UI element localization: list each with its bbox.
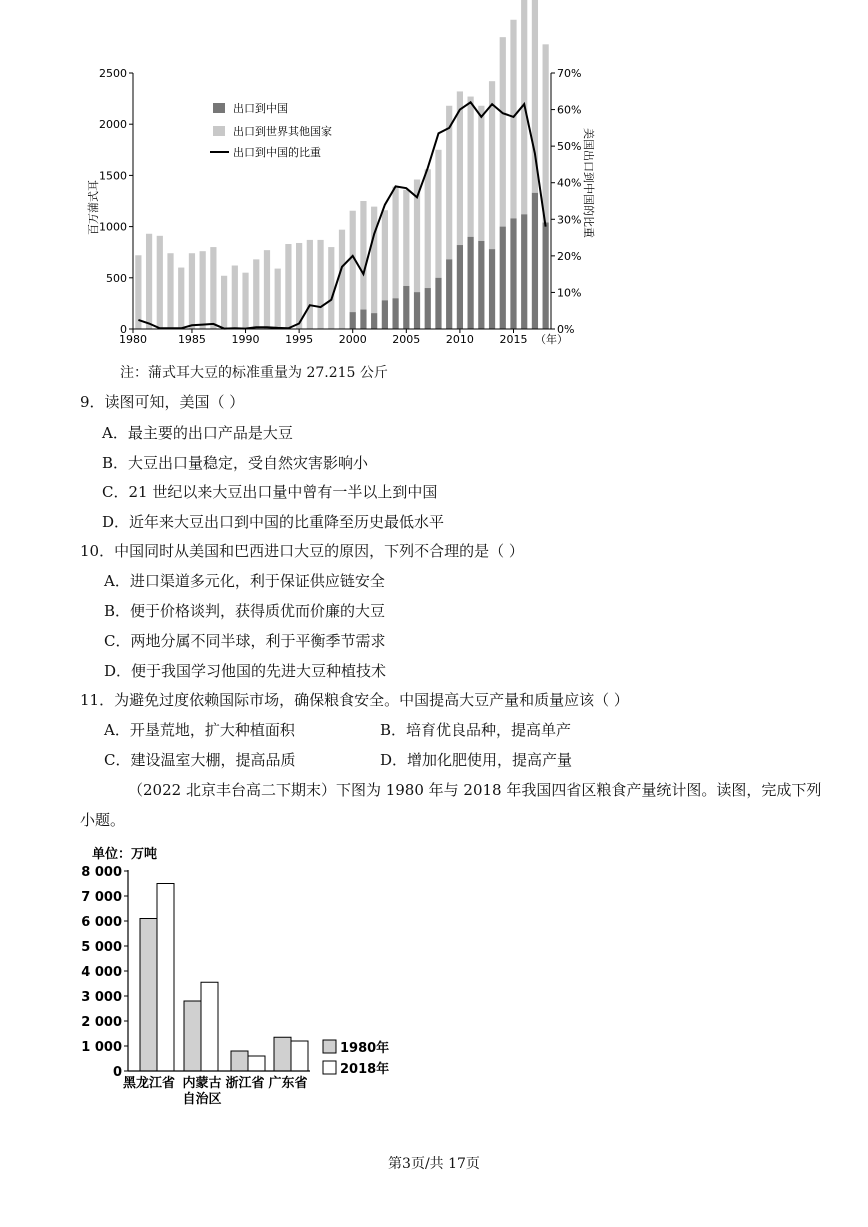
bar-other-2005 [403, 190, 409, 286]
q10-option-b: B．便于价格谈判，获得质优而价廉的大豆 [104, 602, 386, 620]
legend-label-other: 出口到世界其他国家 [233, 125, 332, 138]
bar-other-1980 [135, 255, 141, 329]
q10-option-a: A．进口渠道多元化，利于保证供应链安全 [104, 572, 385, 590]
bar-other-2004 [392, 187, 398, 299]
legend-swatch-china [213, 103, 225, 113]
q11-option-a: A．开垦荒地，扩大种植面积 [104, 721, 295, 739]
category-neimenggu-line2: 自治区 [182, 1092, 222, 1107]
bar-other-1987 [210, 247, 216, 329]
y-tick-label: 6 000 [81, 915, 122, 930]
right-tick-label: 10% [557, 286, 582, 300]
q11-option-b: B．培育优良品种，提高单产 [380, 721, 572, 739]
y-tick-label: 1 000 [81, 1040, 122, 1055]
right-axis-title: 美国出口到中国的比重 [582, 128, 595, 238]
y-tick-label: 7 000 [81, 890, 122, 905]
bar-china-2010 [457, 245, 463, 329]
bar-2018-3 [291, 1041, 308, 1071]
x-tick-label: 2000 [338, 333, 367, 346]
category-guangdong: 广东省 [268, 1076, 308, 1091]
y-tick-label: 0 [112, 1065, 122, 1080]
q11-stem: 11．为避免过度依赖国际市场，确保粮食安全。中国提高大豆产量和质量应该（ ） [80, 691, 629, 709]
bar-other-1990 [242, 273, 248, 329]
bar-other-2018 [543, 44, 549, 222]
x-tick-label: 1980 [119, 333, 147, 346]
bar-other-2015 [510, 20, 516, 219]
legend-swatch-other [213, 126, 225, 136]
x-tick-label: 1995 [285, 333, 314, 346]
q9-option-b: B．大豆出口量稳定，受自然灾害影响小 [102, 454, 369, 472]
legend-label-2018: 2018年 [340, 1062, 390, 1077]
right-tick-label: 20% [557, 249, 582, 263]
bar-2018-1 [201, 982, 218, 1071]
bar-other-2012 [478, 106, 484, 241]
legend-label-share: 出口到中国的比重 [233, 146, 321, 159]
right-tick-label: 70% [557, 67, 582, 80]
bar-1980-1 [184, 1001, 201, 1071]
bar-china-2016 [521, 214, 527, 329]
y-tick-label: 4 000 [81, 965, 122, 980]
bar-other-1991 [253, 259, 259, 329]
bar-china-2002 [371, 313, 377, 329]
bar-other-1996 [307, 240, 313, 329]
bar-china-2008 [435, 278, 441, 329]
bar-china-2014 [500, 227, 506, 329]
right-tick-label: 0% [557, 323, 575, 336]
q9-option-a: A．最主要的出口产品是大豆 [102, 424, 293, 442]
x-tick-label: 2015 [499, 333, 528, 346]
x-tick-label: 1990 [231, 333, 260, 346]
q9-option-d: D．近年来大豆出口到中国的比重降至历史最低水平 [102, 513, 445, 531]
y-tick-label: 2 000 [81, 1015, 122, 1030]
chart-note: 注：蒲式耳大豆的标准重量为 27.215 公斤 [120, 365, 388, 381]
bar-china-2013 [489, 249, 495, 329]
legend-swatch-1980 [323, 1040, 336, 1053]
y-tick-label: 3 000 [81, 990, 122, 1005]
q11-option-c: C．建设温室大棚，提高品质 [104, 751, 296, 769]
grain-chart [0, 840, 868, 1120]
bar-other-1992 [264, 250, 270, 329]
bar-other-1989 [232, 266, 238, 329]
bar-china-2006 [414, 292, 420, 329]
q10-option-d: D．便于我国学习他国的先进大豆种植技术 [104, 662, 387, 680]
bar-other-1995 [296, 243, 302, 329]
bar-other-1984 [178, 268, 184, 329]
section-intro-line2: 小题。 [80, 811, 126, 829]
bar-other-1986 [200, 251, 206, 329]
left-tick-label: 2000 [99, 118, 127, 132]
category-zhejiang: 浙江省 [225, 1076, 265, 1091]
q10-option-c: C．两地分属不同半球，利于平衡季节需求 [104, 632, 386, 650]
q11-option-d: D．增加化肥使用，提高产量 [380, 751, 573, 769]
bar-china-2015 [510, 218, 516, 329]
left-tick-label: 2500 [99, 67, 127, 80]
bar-other-2007 [425, 169, 431, 288]
section-intro-line1: （2022 北京丰台高二下期末）下图为 1980 年与 2018 年我国四省区粮食产量统计图。读图，完成下列 [128, 781, 822, 799]
bar-other-2003 [382, 210, 388, 300]
bar-china-2005 [403, 286, 409, 329]
q10-stem: 10．中国同时从美国和巴西进口大豆的原因，下列不合理的是（ ） [80, 542, 524, 560]
bar-other-1981 [146, 234, 152, 329]
y-tick-label: 8 000 [81, 865, 122, 880]
bar-china-2003 [382, 300, 388, 329]
page-footer: 第3页/共 17页 [388, 1156, 480, 1172]
right-tick-label: 50% [557, 140, 582, 154]
bar-china-2012 [478, 241, 484, 329]
bar-other-1997 [317, 240, 323, 329]
x-unit-label: （年） [535, 333, 568, 346]
bar-china-2009 [446, 259, 452, 329]
bar-other-2001 [360, 201, 366, 310]
bar-2018-2 [248, 1056, 265, 1071]
q9-option-c: C．21 世纪以来大豆出口量中曾有一半以上到中国 [102, 483, 438, 501]
bar-china-2001 [360, 310, 366, 329]
category-neimenggu: 内蒙古 [182, 1076, 222, 1091]
bar-1980-3 [274, 1037, 291, 1071]
y-tick-label: 5 000 [81, 940, 122, 955]
right-tick-label: 40% [557, 176, 582, 190]
bar-other-2014 [500, 37, 506, 226]
bar-other-1985 [189, 253, 195, 329]
bar-other-1999 [339, 230, 345, 329]
bar-1980-0 [140, 919, 157, 1072]
left-tick-label: 0 [120, 323, 127, 336]
bar-china-2007 [425, 288, 431, 329]
bar-china-2000 [350, 312, 356, 329]
bar-1980-2 [231, 1051, 248, 1071]
bar-china-2017 [532, 193, 538, 329]
bar-other-2002 [371, 207, 377, 313]
left-axis-title: 百万蒲式耳 [87, 180, 100, 235]
left-tick-label: 1000 [99, 220, 127, 234]
bar-china-2018 [543, 223, 549, 329]
x-tick-label: 2005 [392, 333, 421, 346]
bar-china-2004 [392, 298, 398, 329]
left-tick-label: 500 [106, 271, 127, 285]
legend-label-1980: 1980年 [340, 1041, 390, 1056]
bar-other-1994 [285, 244, 291, 329]
q9-stem: 9．读图可知，美国（ ） [80, 393, 245, 411]
bar-other-1993 [275, 269, 281, 329]
bar-other-1988 [221, 276, 227, 329]
unit-label: 单位：万吨 [92, 847, 158, 862]
x-tick-label: 2010 [445, 333, 474, 346]
legend-label-china: 出口到中国 [233, 102, 288, 115]
left-tick-label: 1500 [99, 169, 127, 183]
bar-other-1998 [328, 247, 334, 329]
legend-swatch-2018 [323, 1061, 336, 1074]
export-chart [0, 0, 868, 360]
bar-china-2011 [468, 237, 474, 329]
right-tick-label: 60% [557, 103, 582, 117]
right-tick-label: 30% [557, 213, 582, 227]
x-tick-label: 1985 [177, 333, 206, 346]
bar-other-2008 [435, 150, 441, 278]
bar-other-1983 [167, 253, 173, 329]
bar-2018-0 [157, 884, 174, 1072]
category-heilongjiang: 黑龙江省 [122, 1076, 176, 1091]
bar-other-1982 [157, 236, 163, 329]
bar-other-2011 [468, 97, 474, 237]
